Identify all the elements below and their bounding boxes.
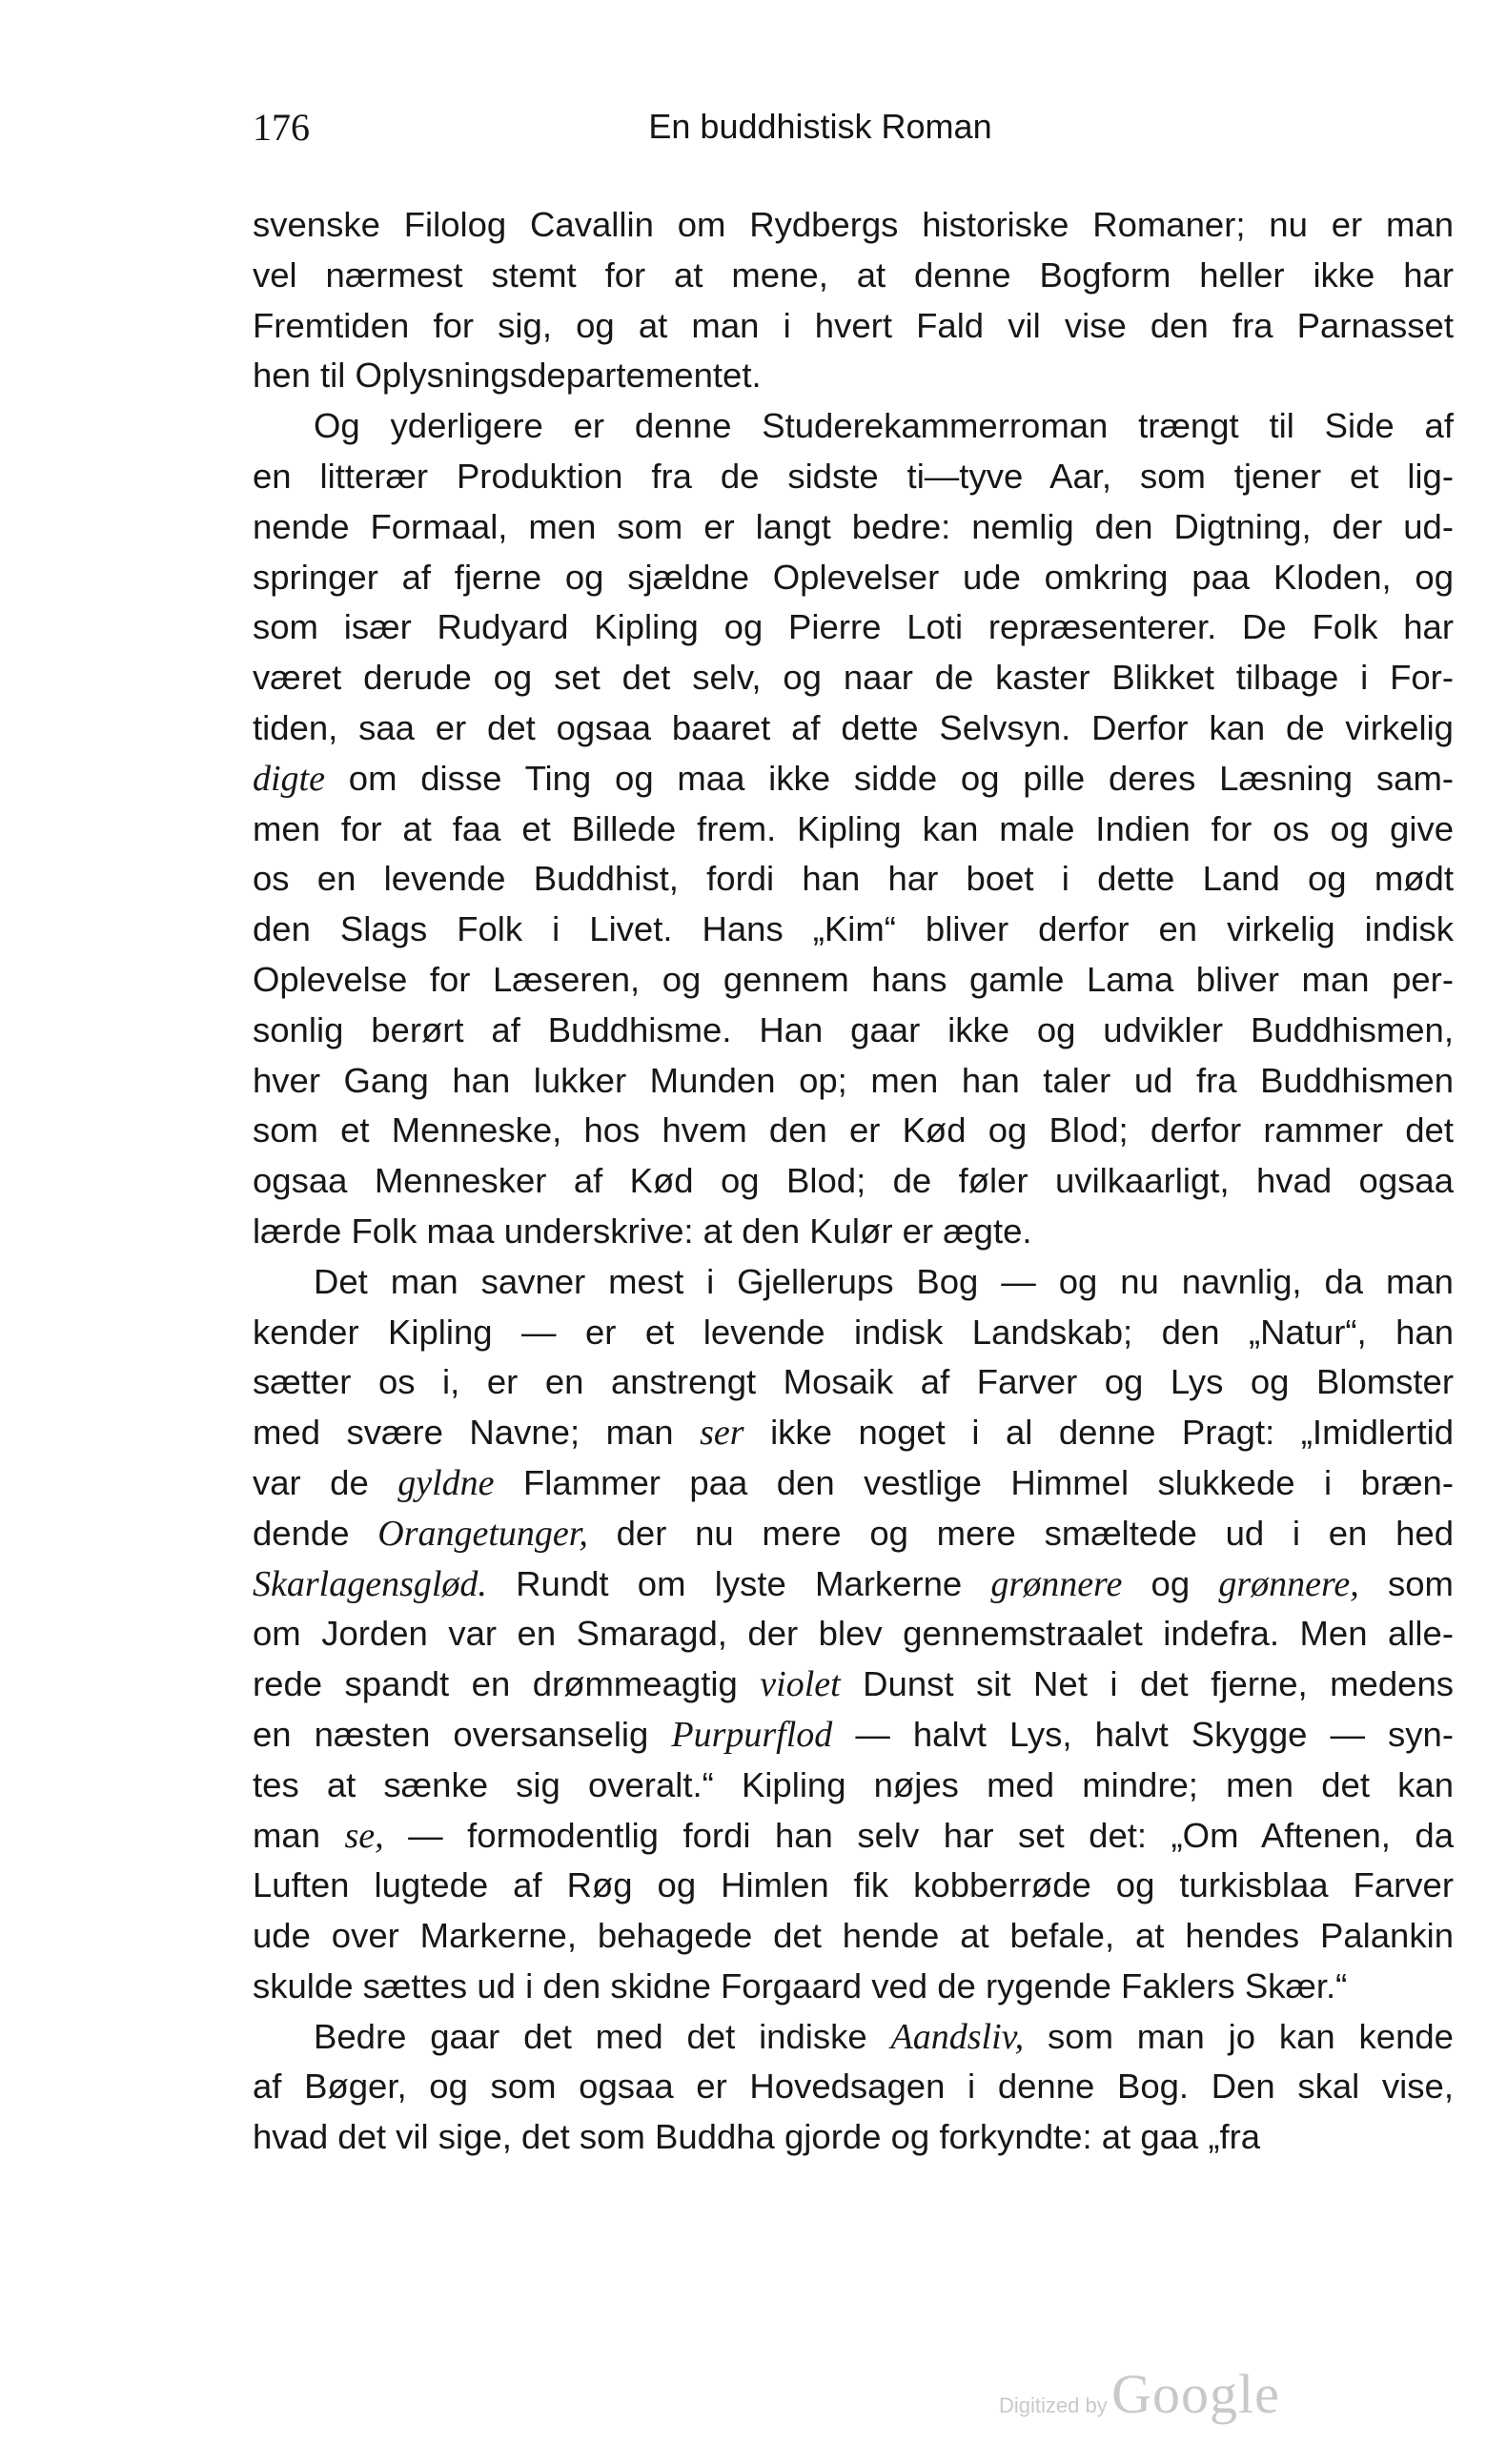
text-span: dende: [253, 1513, 378, 1553]
running-title: En buddhistisk Roman: [648, 107, 992, 146]
text-line: springer af fjerne og sjældne Oplevelser ude omkring paa Kloden, og: [253, 557, 1454, 597]
italic-word: violet: [760, 1664, 841, 1705]
body-text: [253, 200, 1454, 2163]
paragraph: [253, 2012, 1454, 2163]
text-line: som især Rudyard Kipling og Pierre Loti repræsenterer. De Folk har: [253, 607, 1454, 647]
text-line: vel nærmest stemt for at mene, at denne Bogform heller ikke har: [253, 255, 1454, 295]
text-span: Bedre gaar det med det indiske: [314, 2016, 891, 2056]
text-line: tes at sænke sig overalt.“ Kipling nøjes med mindre; men det kan: [253, 1764, 1454, 1804]
text-line: svenske Filolog Cavallin om Rydbergs historiske Romaner; nu er man: [253, 205, 1454, 244]
text-span: en næsten oversanselig: [253, 1714, 672, 1754]
text-line: Oplevelse for Læseren, og gennem hans gamle Lama bliver man per-: [253, 959, 1454, 999]
text-span: som: [1358, 1563, 1454, 1603]
text-span: var de: [253, 1462, 398, 1502]
text-span: om disse Ting og maa ikke sidde og pille deres Læsning sam-: [324, 758, 1454, 798]
italic-word: grønnere,: [1218, 1563, 1359, 1604]
text-line: skulde sættes ud i den skidne Forgaard ved de rygende Faklers Skær.“: [253, 1965, 1348, 2006]
paragraph: [253, 200, 1454, 401]
text-line: [253, 1811, 1454, 1862]
text-line: Og yderligere er denne Studerekammerroman trængt til Side af: [314, 406, 1454, 446]
paragraph: [253, 1257, 1454, 2012]
text-span: — formodentlig fordi han selv har set det: „Om Aftenen, da: [383, 1815, 1454, 1855]
text-span: og: [1122, 1563, 1219, 1603]
text-span: der nu mere og mere smæltede ud i en hed: [587, 1513, 1454, 1553]
text-span: Flammer paa den vestlige Himmel slukkede i bræn-: [494, 1462, 1454, 1502]
text-line: Luften lugtede af Røg og Himlen fik kobberrøde og turkisblaa Farver: [253, 1865, 1454, 1905]
page-number: 176: [253, 106, 310, 149]
italic-word: se,: [344, 1815, 384, 1856]
text-span: som man jo kan kende: [1024, 2016, 1454, 2056]
text-line: tiden, saa er det ogsaa baaret af dette Selvsyn. Derfor kan de virkelig: [253, 707, 1454, 747]
text-line: Fremtiden for sig, og at man i hvert Fald vil vise den fra Parnasset: [253, 305, 1454, 345]
text-line: om Jorden var en Smaragd, der blev gennemstraalet indefra. Men alle-: [253, 1614, 1454, 1654]
italic-word: Orangetunger,: [377, 1513, 588, 1554]
text-line: ude over Markerne, behagede det hende at befale, at hendes Palankin: [253, 1916, 1454, 1956]
digitized-label: Digitized by: [999, 2393, 1108, 2417]
text-line: hvad det vil sige, det som Buddha gjorde og forkyndte: at gaa „fra: [253, 2117, 1261, 2157]
text-line: os en levende Buddhist, fordi han har boet i dette Land og mødt: [253, 859, 1454, 899]
text-line: sonlig berørt af Buddhisme. Han gaar ikke og udvikler Buddhismen,: [253, 1009, 1454, 1049]
italic-word: Purpurflod: [671, 1714, 833, 1755]
digitized-watermark: [999, 2362, 1280, 2426]
text-line: hver Gang han lukker Munden op; men han taler ud fra Buddhismen: [253, 1060, 1454, 1100]
text-line: Det man savner mest i Gjellerups Bog — og nu navnlig, da man: [314, 1261, 1454, 1301]
paragraph: [253, 401, 1454, 1257]
text-span: Dunst sit Net i det fjerne, medens: [840, 1664, 1454, 1704]
italic-word: ser: [700, 1413, 744, 1454]
text-line: en litterær Produktion fra de sidste ti—tyve Aar, som tjener et lig-: [253, 456, 1454, 496]
italic-word: grønnere: [990, 1563, 1123, 1604]
text-line: ogsaa Mennesker af Kød og Blod; de føler uvilkaarligt, hvad ogsaa: [253, 1161, 1454, 1201]
text-line: [253, 1710, 1454, 1761]
text-span: man: [253, 1815, 345, 1855]
italic-word: digte: [253, 758, 325, 799]
text-span: ikke noget i al denne Pragt: „Imidlertid: [743, 1413, 1454, 1453]
text-span: Rundt om lyste Markerne: [486, 1563, 991, 1603]
italic-word: Skarlagensglød.: [253, 1563, 487, 1604]
text-span: med svære Navne; man: [253, 1413, 701, 1453]
text-line: [253, 1458, 1454, 1509]
text-line: været derude og set det selv, og naar de kaster Blikket tilbage i For-: [253, 658, 1454, 698]
text-line: af Bøger, og som ogsaa er Hovedsagen i denne Bog. Den skal vise,: [253, 2067, 1454, 2107]
text-line: [253, 1408, 1454, 1458]
text-line: nende Formaal, men som er langt bedre: nemlig den Digtning, der ud-: [253, 506, 1454, 546]
text-line: den Slags Folk i Livet. Hans „Kim“ bliver derfor en virkelig indisk: [253, 909, 1454, 949]
text-line: sætter os i, er en anstrengt Mosaik af Farver og Lys og Blomster: [253, 1362, 1454, 1402]
text-span: — halvt Lys, halvt Skygge — syn-: [832, 1714, 1455, 1754]
text-line: kender Kipling — er et levende indisk Landskab; den „Natur“, han: [253, 1312, 1454, 1352]
text-span: rede spandt en drømmeagtig: [253, 1664, 761, 1704]
text-line: hen til Oplysningsdepartementet.: [253, 356, 762, 396]
text-line: som et Menneske, hos hvem den er Kød og Blod; derfor rammer det: [253, 1110, 1454, 1151]
google-logo: Google: [1111, 2363, 1280, 2425]
text-line: [253, 2012, 1454, 2063]
text-line: [253, 1559, 1454, 1610]
italic-word: Aandsliv,: [890, 2016, 1025, 2057]
text-line: lærde Folk maa underskrive: at den Kulør er ægte.: [253, 1211, 1032, 1251]
text-line: [253, 754, 1454, 804]
text-line: [253, 1660, 1454, 1710]
text-line: [253, 1509, 1454, 1559]
italic-word: gyldne: [397, 1462, 495, 1503]
text-line: men for at faa et Billede frem. Kipling kan male Indien for os og give: [253, 808, 1454, 848]
